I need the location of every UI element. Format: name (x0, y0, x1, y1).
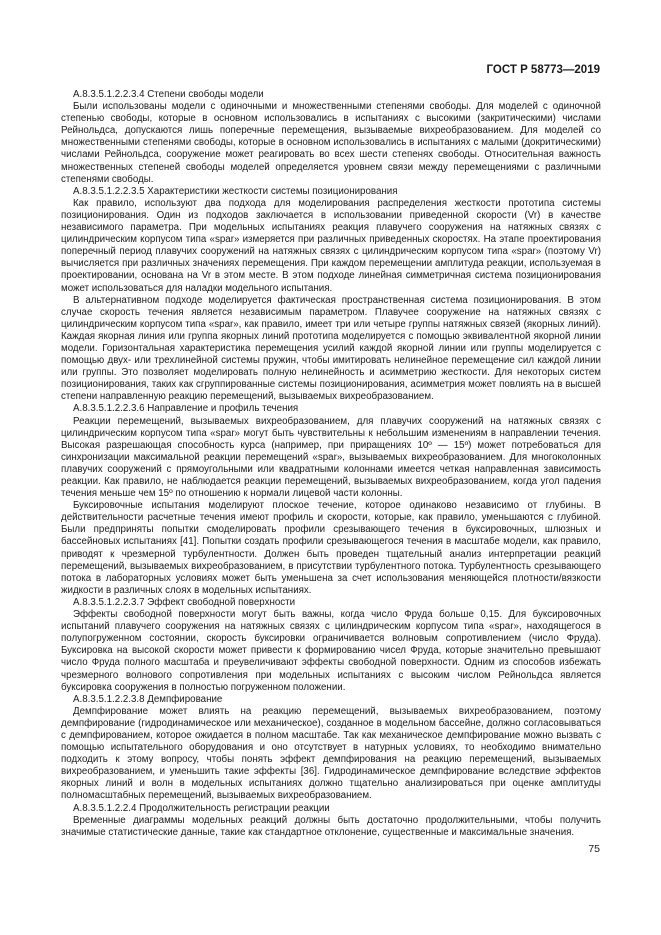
paragraph: Как правило, используют два подхода для моделирования распределения жесткости прототипа системы позиционирования. Один из подходов заключается в использовании приведенной скорости (Vr) в качестве независимого параметра. При модельных испытаниях реакция плавучего сооружения на натяжных связях с цилиндрическим корпусом типа «spar» измеряется при различных приведенных скоростях. На этапе проектирования поперечный период плавучих сооружений на натяжных связях с цилиндрическим корпусом типа «spar» (поэтому Vr) вычисляется при различных значениях перемещения. При каждом перемещении амплитуда реакции, используемая в проектировании, основана на Vr в этом месте. В этом подходе линейная симметричная система позиционирования может использоваться для наладки модельного испытания. (61, 197, 601, 294)
paragraph: Демпфирование может влиять на реакцию перемещений, вызываемых вихреобразованием, поэтому демпфирование (гидродинамическое или механическое), созданное в модельном бассейне, должно согласовываться с демпфированием, которое ожидается в полном масштабе. Так как механическое демпфирование можно вызвать с помощью испытательного оборудования и оно отсутствует в натурных условиях, то необходимо внимательно подходить к этому вопросу, чтобы понять эффект демпфирования на реакцию перемещений, вызываемых вихреобразованием, и уменьшить такие эффекты [36]. Гидродинамическое демпфирование вследствие эффектов якорных линий и волн в модельных испытаниях должно тщательно анализироваться при оценке амплитуды полномасштабных перемещений, вызываемых вихреобразованием. (61, 705, 601, 802)
page-number: 75 (588, 843, 600, 855)
standard-designation: ГОСТ Р 58773—2019 (486, 64, 600, 76)
paragraph: Буксировочные испытания моделируют плоское течение, которое одинаково независимо от глубины. В действительности расчетные течения имеют профиль и скорости, которые, как правило, уменьшаются с глубиной. Были предприняты попытки смоделировать профили срезывающего течения в буксировочных, шлюзных и бассейновых испытаниях [41]. Попытки создать профили срезывающегося течения в масштабе модели, как правило, приводят к чрезмерной турбулентности. Должен быть проведен тщательный анализ интерпретации реакций перемещений, вызываемых вихреобразованием, в присутствии турбулентного потока. Турбулентность срезывающего потока в лабораторных условиях может быть уменьшена за счет использования меняющейся плотности/вязкости жидкости в различных слоях в модельных испытаниях. (61, 500, 601, 596)
paragraph: Эффекты свободной поверхности могут быть важны, когда число Фруда больше 0,15. Для буксировочных испытаний плавучего сооружения на натяжных связях с цилиндрическим корпусом типа «spar», находящегося в полупогруженном состоянии, скорость буксировки ограничивается волновым сопротивлением (число Фруда). Буксировка на высокой скорости может привести к формированию чисел Фруда, которые значительно превышают число Фруда полного масштаба и преувеличивают эффекты свободной поверхности. Одним из способов избежать чрезмерного волнового сопротивления при модельных испытаниях с высоким числом Рейнольдса является буксировка сооружения в полностью погруженном положении. (61, 609, 601, 693)
paragraph: Реакции перемещений, вызываемых вихреобразованием, для плавучих сооружений на натяжных связях с цилиндрическим корпусом типа «spar» могут быть чувствительны к небольшим изменениям в направлении течения. Высокая разрешающая способность курса (например, при приращениях 10º — 15º) может потребоваться для синхронизации максимальной реакции перемещений «spar», вызываемых вихреобразованием. Для многоколонных плавучих сооружений с прямоугольными или квадратными колоннами имеется четкая направленная зависимость реакции. Как правило, не наблюдается реакции перемещений, вызываемых вихреобразованием, когда угол падения течения меньше чем 15º по отношению к нормали лицевой части колонны. (61, 415, 601, 500)
section-heading: А.8.3.5.1.2.2.3.7 Эффект свободной поверхности (73, 596, 296, 608)
paragraph: Были использованы модели с одиночными и множественными степенями свободы. Для моделей с одиночной степенью свободы, которые в основном использовались в испытаниях с высокими (закритическими) числами Рейнольдса, допускаются лишь поперечные перемещения, вызываемые вихреобразованием. Для моделей со множественными степенями свободы, которые в основном использовались в испытаниях с малыми (докритическими) числами Рейнольдса, сооружение может реагировать во всех шести степенях свободы. Относительная важность множественных степеней свободы моделей определяется уровнем связи между перемещениями с различными степенями свободы. (61, 101, 601, 185)
paragraph: В альтернативном подходе моделируется фактическая пространственная система позиционирования. В этом случае скорость течения является независимым параметром. Плавучее сооружение на натяжных связях с цилиндрическим корпусом типа «spar», как правило, имеет три или четыре группы натяжных связей (якорных линий). Каждая якорная линия или группа якорных линий прототипа моделируется с помощью эквивалентной якорной линии модели. Горизонтальная характеристика перемещения усилий каждой якорной линии или группы моделируется с помощью двух- или трехлинейной системы пружин, чтобы имитировать нелинейное перемещение сил каждой линии или группы. Это позволяет моделировать полную нелинейность и асимметрию жесткости. Для некоторых систем позиционирования, таких как сгруппированные системы позиционирования, асимметрия может повлиять на в высшей степени направленную реакцию перемещений, вызываемых вихреобразованием. (61, 294, 601, 403)
section-heading: А.8.3.5.1.2.2.3.4 Степени свободы модели (73, 89, 264, 100)
section-heading: А.8.3.5.1.2.2.3.6 Направление и профиль течения (73, 403, 299, 415)
section-heading: А.8.3.5.1.2.2.3.5 Характеристики жесткости системы позиционирования (73, 185, 398, 197)
document-body (61, 89, 601, 839)
section-heading: А.8.3.5.1.2.2.3.8 Демпфирование (73, 693, 223, 705)
section-heading: А.8.3.5.1.2.2.4 Продолжительность регистрации реакции (73, 802, 330, 814)
paragraph: Временные диаграммы модельных реакций должны быть достаточно продолжительными, чтобы получить значимые статистические данные, такие как стандартное отклонение, существенные и максимальные значения. (61, 814, 601, 838)
